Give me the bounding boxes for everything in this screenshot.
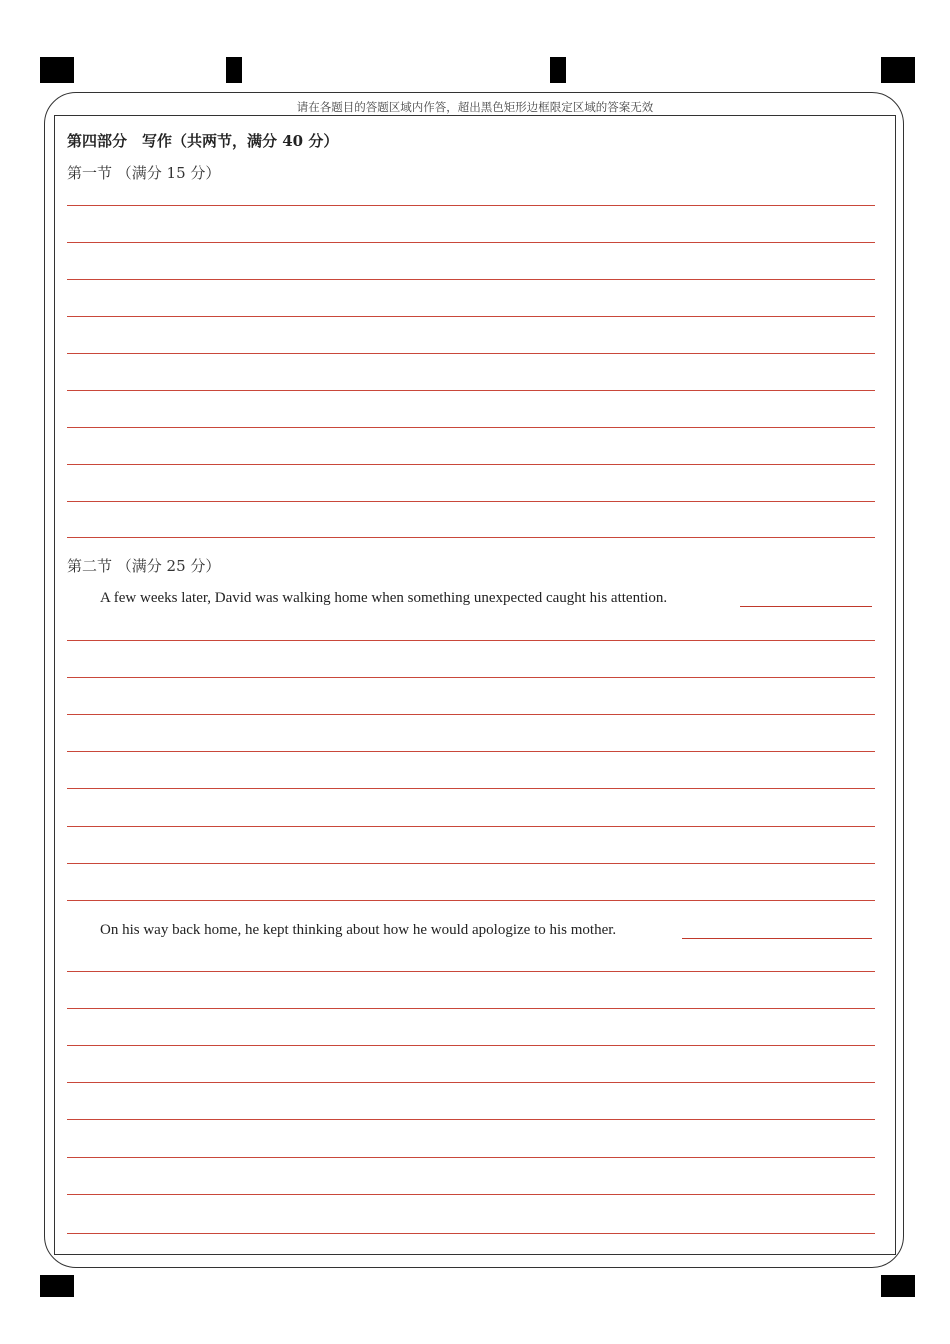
section-title: 第四部分 写作（共两节，满分 40 分）: [67, 132, 339, 150]
writing-line[interactable]: [67, 1157, 875, 1158]
writing-line[interactable]: [67, 316, 875, 317]
writing-line[interactable]: [67, 971, 875, 972]
writing-line[interactable]: [67, 788, 875, 789]
part1-heading: 第一节 （满分 15 分）: [67, 164, 221, 182]
continuation-prompt-1: A few weeks later, David was walking home when something unexpected caught his attention.: [100, 590, 668, 606]
writing-line[interactable]: [67, 1008, 875, 1009]
prompt-1-answer-line[interactable]: [740, 606, 872, 607]
alignment-marker-bottom-right: [881, 1275, 915, 1297]
part2-heading: 第二节 （满分 25 分）: [67, 557, 221, 575]
writing-line[interactable]: [67, 1045, 875, 1046]
writing-line[interactable]: [67, 242, 875, 243]
alignment-marker-top-3: [550, 57, 566, 83]
writing-line[interactable]: [67, 427, 875, 428]
answer-area-notice: 请在各题目的答题区域内作答，超出黑色矩形边框限定区域的答案无效: [296, 100, 654, 114]
writing-line[interactable]: [67, 464, 875, 465]
alignment-marker-top-right: [881, 57, 915, 83]
writing-line[interactable]: [67, 714, 875, 715]
writing-line[interactable]: [67, 501, 875, 502]
alignment-marker-bottom-left: [40, 1275, 74, 1297]
continuation-prompt-2: On his way back home, he kept thinking about how he would apologize to his mother.: [100, 922, 617, 938]
writing-line[interactable]: [67, 537, 875, 538]
writing-line[interactable]: [67, 826, 875, 827]
alignment-marker-top-left: [40, 57, 74, 83]
writing-line[interactable]: [67, 205, 875, 206]
writing-line[interactable]: [67, 1082, 875, 1083]
writing-line[interactable]: [67, 640, 875, 641]
writing-line[interactable]: [67, 353, 875, 354]
writing-line[interactable]: [67, 900, 875, 901]
writing-line[interactable]: [67, 1194, 875, 1195]
prompt-2-answer-line[interactable]: [682, 938, 872, 939]
writing-line[interactable]: [67, 863, 875, 864]
writing-line[interactable]: [67, 1233, 875, 1234]
writing-line[interactable]: [67, 1119, 875, 1120]
answer-area-inner-frame: [54, 115, 896, 1255]
writing-line[interactable]: [67, 390, 875, 391]
writing-line[interactable]: [67, 677, 875, 678]
alignment-marker-top-2: [226, 57, 242, 83]
writing-line[interactable]: [67, 279, 875, 280]
writing-line[interactable]: [67, 751, 875, 752]
